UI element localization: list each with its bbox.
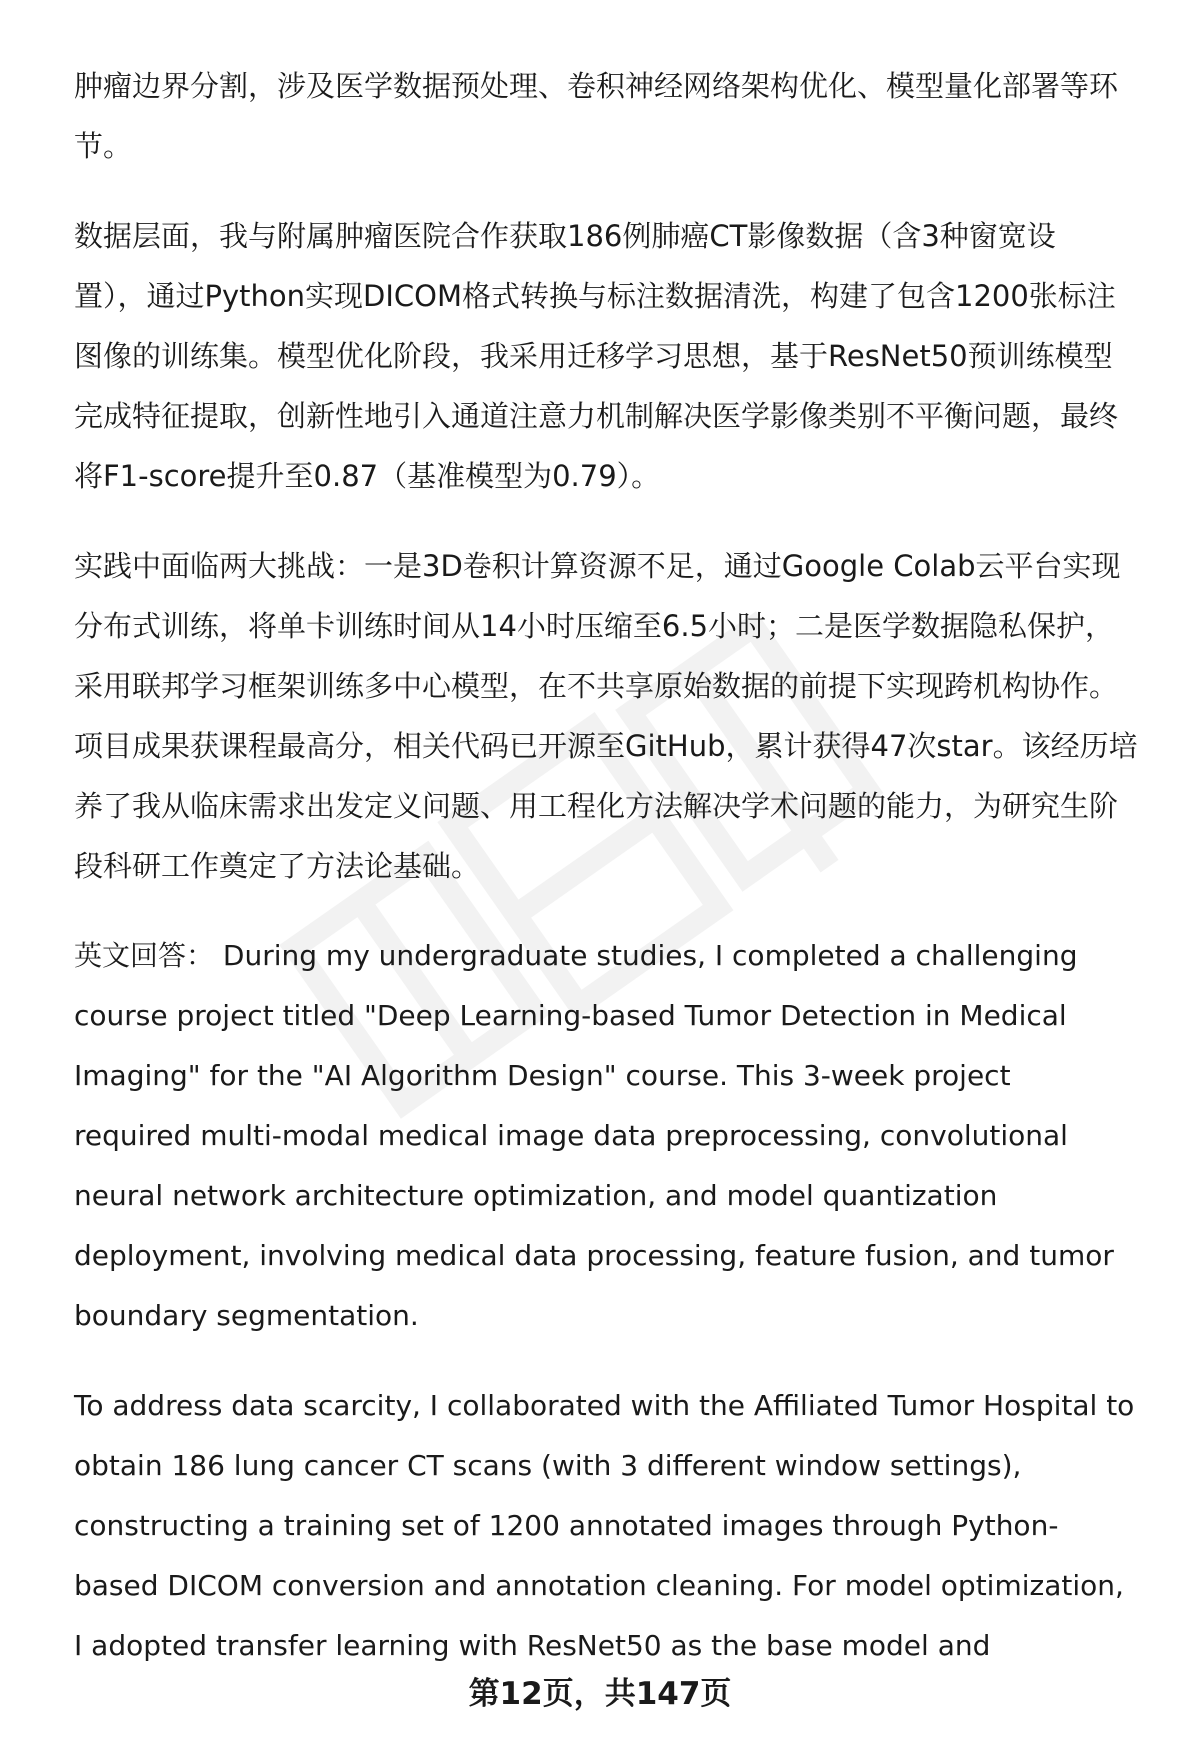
paragraph-zh-1: 肿瘤边界分割，涉及医学数据预处理、卷积神经网络架构优化、模型量化部署等环 节。 (74, 69, 1119, 163)
paragraph-en-2: To address data scarcity, I collaborated with the Affiliated Tumor Hospital to obtain 186 lung cancer CT scans (with 3 different window settings), constructing a training set of 1200 annotated images through Python- based DICOM conversion and annotation cleaning. For model optimization, I adopted transfer learning with ResNet50 as the base model and (74, 1389, 1135, 1662)
document-body (74, 56, 1164, 1676)
paragraph-zh-3: 实践中面临两大挑战：一是3D卷积计算资源不足，通过Google Colab云平台实现 分布式训练，将单卡训练时间从14小时压缩至6.5小时；二是医学数据隐私保护， 采用联邦学习框架训练多中心模型，在不共享原始数据的前提下实现跨机构协作。 项目成果获课程最高分，相关代码已开源至GitHub，累计获得47次star。该经历培 养了我从临床需求出发定义问题、用工程化方法解决学术问题的能力，为研究生阶 段科研工作奠定了方法论基础。 (74, 549, 1138, 883)
paragraph-zh-2: 数据层面，我与附属肿瘤医院合作获取186例肺癌CT影像数据（含3种窗宽设 置），通过Python实现DICOM格式转换与标注数据清洗，构建了包含1200张标注 图像的训练集。模型优化阶段，我采用迁移学习思想，基于ResNet50预训练模型 完成特征提取，创新性地引入通道注意力机制解决医学影像类别不平衡问题，最终 将F1-score提升至0.87（基准模型为0.79）。 (74, 219, 1119, 493)
paragraph-en-1: 英文回答： During my undergraduate studies, I completed a challenging course project titled "Deep Learning-based Tumor Detection in Medical Imaging" for the "AI Algorithm Design" course. This 3-week project required multi-modal medical image data preprocessing, convolutional neural network architecture optimization, and model quantization deployment, involving medical data processing, feature fusion, and tumor boundary segmentation. (74, 939, 1114, 1332)
page-number-footer: 第12页，共147页 (468, 1676, 732, 1712)
